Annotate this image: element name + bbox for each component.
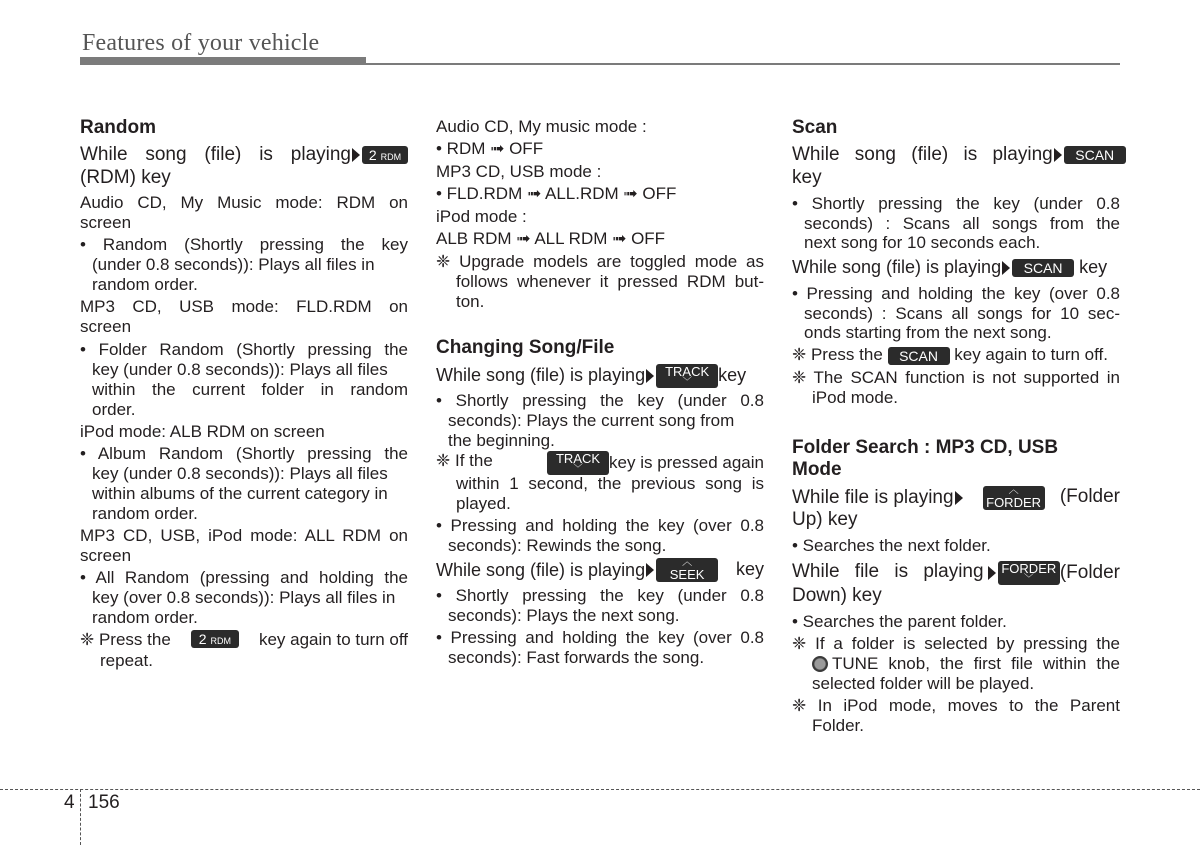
random-lead-word: playing <box>290 144 351 165</box>
upgrade-note: ❈ Upgrade models are toggled mode as <box>436 252 764 271</box>
folder-down-lead <box>792 561 1120 585</box>
seek-bullet-cont: seconds): Plays the next song. <box>448 606 680 625</box>
random-heading: Random <box>80 117 156 138</box>
lead-text: key <box>1079 257 1108 277</box>
footer-dashed-rule <box>0 789 1200 790</box>
key-number: 2 <box>198 631 207 647</box>
folder-up-key-icon <box>983 486 1045 510</box>
lead-text: key <box>735 559 764 579</box>
mode-line: Audio CD, My music mode : <box>436 117 647 136</box>
upgrade-note-cont: ton. <box>456 292 485 311</box>
track-note <box>436 451 764 475</box>
scan-bullet-cont: seconds) : Scans all songs from the <box>804 214 1120 233</box>
lead-text: While song (file) is playing <box>436 365 646 385</box>
key-label: SCAN <box>899 347 938 364</box>
play-arrow-icon <box>1054 148 1062 162</box>
seek-bullet-cont: seconds): Fast forwards the song. <box>448 648 705 667</box>
random-bullet-cont: (under 0.8 seconds)): Plays all files in <box>92 255 375 274</box>
random-bullet-cont: random order. <box>92 608 198 627</box>
lead-text: (Folder <box>1059 562 1120 583</box>
scan-bullet: • Pressing and holding the key (over 0.8 <box>792 284 1120 303</box>
scan-bullet-cont: next song for 10 seconds each. <box>804 233 1041 252</box>
random-bullet: • Album Random (Shortly pressing the <box>80 444 408 463</box>
seek-lead <box>436 558 764 582</box>
random-bullet-cont: key (over 0.8 seconds)): Plays all files in <box>92 588 396 607</box>
play-arrow-icon <box>1002 261 1010 275</box>
rdm-key-icon <box>362 146 408 164</box>
random-bullet-cont: within the current folder in random <box>92 380 408 399</box>
seek-up-key-icon <box>656 558 718 582</box>
random-bullet-cont: order. <box>92 400 136 419</box>
lead-text: key <box>718 365 747 385</box>
play-arrow-icon <box>646 563 654 577</box>
scan-bullet-cont: seconds) : Scans all songs for 10 sec- <box>804 304 1120 323</box>
play-arrow-icon <box>352 148 360 162</box>
random-line: MP3 CD, USB, iPod mode: ALL RDM on <box>80 526 408 545</box>
random-bullet-cont: key (under 0.8 seconds)): Plays all files <box>92 464 388 483</box>
folder-note-cont <box>812 654 1120 674</box>
lead-text: While song (file) is playing <box>792 257 1002 277</box>
scan-lead-hold <box>792 256 1107 278</box>
random-bullet-cont: random order. <box>92 504 198 523</box>
random-line: Audio CD, My Music mode: RDM on <box>80 193 408 212</box>
folder-search-heading: Folder Search : MP3 CD, USB <box>792 437 1059 458</box>
random-bullet: • Folder Random (Shortly pressing the <box>80 340 408 359</box>
random-line: MP3 CD, USB mode: FLD.RDM on <box>80 297 408 316</box>
seek-bullet: • Pressing and holding the key (over 0.8 <box>436 628 764 647</box>
scan-bullet: • Shortly pressing the key (under 0.8 <box>792 194 1120 213</box>
random-bullet-cont: key (under 0.8 seconds)): Plays all files <box>92 360 388 379</box>
note-text: key is pressed again <box>609 453 764 472</box>
scan-key-icon <box>888 347 950 365</box>
random-note <box>80 630 408 650</box>
key-label: TRACK <box>665 364 710 380</box>
play-arrow-icon <box>988 566 996 580</box>
section-title: Features of your vehicle <box>82 30 320 56</box>
chevron-up-icon: ︿ <box>682 557 693 568</box>
scan-note: ❈ The SCAN function is not supported in <box>792 368 1120 387</box>
note-text: key again to turn off. <box>954 345 1108 364</box>
mode-line: ALB RDM ➟ ALL RDM ➟ OFF <box>436 229 666 248</box>
random-line: screen <box>80 213 132 232</box>
chevron-up-icon: ︿ <box>1008 485 1019 496</box>
mode-line: • RDM ➟ OFF <box>436 139 544 158</box>
random-line: screen <box>80 546 132 565</box>
key-label: SCAN <box>1023 260 1063 277</box>
track-lead <box>436 364 746 388</box>
note-text: ❈ If the <box>436 451 493 470</box>
upgrade-note-cont: follows whenever it pressed RDM but- <box>456 272 764 291</box>
random-lead-last <box>291 144 408 166</box>
note-text: ❈ Press the <box>80 630 171 649</box>
scan-heading: Scan <box>792 117 838 138</box>
folder-bullet: • Searches the parent folder. <box>792 612 1007 631</box>
track-down-key-icon <box>656 364 718 388</box>
key-label: SEEK <box>669 567 705 582</box>
random-lead-word: While <box>80 144 128 165</box>
changing-song-heading: Changing Song/File <box>436 337 615 358</box>
track-bullet-cont: seconds): Plays the current song from <box>448 411 735 430</box>
key-label: FORDER <box>1001 561 1057 576</box>
header-bar <box>80 57 366 65</box>
scan-key-icon <box>1064 146 1126 164</box>
folder-bullet: • Searches the next folder. <box>792 536 991 555</box>
scan-key-icon <box>1012 259 1074 277</box>
lead-text: While file is playing <box>792 487 954 508</box>
folder-note: ❈ If a folder is selected by pressing the <box>792 634 1120 653</box>
random-lead-word: (file) <box>204 144 242 165</box>
random-bullet-cont: within albums of the current category in <box>92 484 388 503</box>
scan-lead-2: key <box>792 167 822 188</box>
scan-note <box>792 345 1108 365</box>
key-label: SCAN <box>1075 147 1115 163</box>
random-lead-2: (RDM) key <box>80 167 171 188</box>
lead-text: While song (file) is playing <box>436 560 646 580</box>
key-label: TRACK <box>555 451 601 466</box>
folder-down-key-icon <box>998 561 1060 585</box>
seek-bullet: • Shortly pressing the key (under 0.8 <box>436 586 764 605</box>
page-number: 156 <box>88 792 120 813</box>
random-lead <box>80 144 408 166</box>
folder-note-cont: Folder. <box>812 716 864 735</box>
random-bullet: • Random (Shortly pressing the key <box>80 235 408 254</box>
track-bullet: • Shortly pressing the key (under 0.8 <box>436 391 764 410</box>
random-note-cont: repeat. <box>100 651 153 670</box>
mode-line: MP3 CD, USB mode : <box>436 162 602 181</box>
lead-text: (Folder <box>1059 486 1120 507</box>
mode-line: • FLD.RDM ➟ ALL.RDM ➟ OFF <box>436 184 677 203</box>
key-label: FORDER <box>986 495 1042 510</box>
random-bullet-cont: random order. <box>92 275 198 294</box>
note-text: TUNE knob, the first file within the <box>832 654 1120 673</box>
lead-text: While file is playing <box>792 561 984 582</box>
random-bullet: • All Random (pressing and holding the <box>80 568 408 587</box>
footer-dashed-divider <box>80 789 81 845</box>
random-line: screen <box>80 317 132 336</box>
note-text: key again to turn off <box>258 630 408 649</box>
folder-search-heading-2: Mode <box>792 459 842 480</box>
chevron-down-icon: ﹀ <box>573 464 584 475</box>
chapter-number: 4 <box>64 792 75 813</box>
track-down-key-icon <box>547 451 609 475</box>
scan-note-cont: iPod mode. <box>812 388 898 407</box>
folder-down-lead-2: Down) key <box>792 585 882 606</box>
folder-note: ❈ In iPod mode, moves to the Parent <box>792 696 1120 715</box>
track-bullet-cont: seconds): Rewinds the song. <box>448 536 667 555</box>
random-lead-word: song <box>145 144 187 165</box>
key-label: RDM <box>380 151 402 162</box>
play-arrow-icon <box>646 369 654 383</box>
track-note-cont: played. <box>456 494 511 513</box>
random-line: iPod mode: ALB RDM on screen <box>80 422 325 441</box>
scan-bullet-cont: onds starting from the next song. <box>804 323 1052 342</box>
key-number: 2 <box>368 146 377 163</box>
folder-up-lead <box>792 486 1120 510</box>
rdm-key-icon <box>191 630 239 648</box>
chevron-down-icon: ﹀ <box>1023 574 1034 585</box>
folder-up-lead-2: Up) key <box>792 509 858 530</box>
track-note-cont: within 1 second, the previous song is <box>456 474 764 493</box>
scan-lead <box>792 144 1120 166</box>
note-text: ❈ Press the <box>792 345 883 364</box>
chevron-down-icon: ﹀ <box>682 377 693 389</box>
folder-note-cont: selected folder will be played. <box>812 674 1035 693</box>
track-bullet: • Pressing and holding the key (over 0.8 <box>436 516 764 535</box>
mode-line: iPod mode : <box>436 207 527 226</box>
random-lead-word: is <box>259 144 273 165</box>
key-label: RDM <box>210 636 231 646</box>
lead-text: While song (file) is playing <box>792 144 1053 165</box>
play-arrow-icon <box>955 491 963 505</box>
header-rule <box>366 63 1120 65</box>
track-bullet-cont: the beginning. <box>448 431 555 450</box>
tune-knob-icon <box>812 656 828 672</box>
